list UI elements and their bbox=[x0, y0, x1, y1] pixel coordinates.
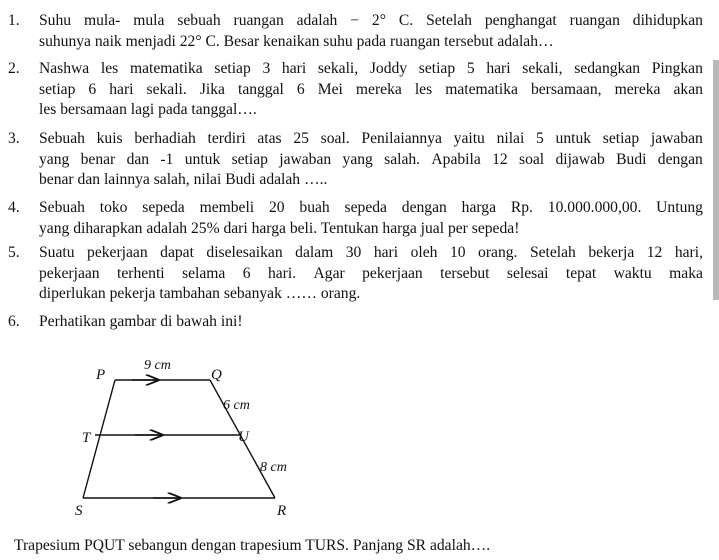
question-line: Perhatikan gambar di bawah ini! bbox=[39, 313, 243, 330]
page-edge-shadow bbox=[713, 60, 719, 300]
vertex-label-u: U bbox=[238, 429, 249, 445]
question-text bbox=[39, 59, 703, 121]
question-line: Nashwa les matematika setiap 3 hari sekali, Joddy setiap 5 hari sekali, sedangkan Pingkan bbox=[39, 60, 703, 77]
question-text bbox=[39, 243, 703, 305]
question-number: 1. bbox=[8, 12, 20, 29]
vertex-label-r: R bbox=[277, 503, 287, 519]
question-line: les bersamaan lagi pada tanggal…. bbox=[39, 101, 257, 118]
vertex-label-t: T bbox=[82, 430, 91, 446]
question-line: yang benar dan -1 untuk setiap jawaban yang salah. Apabila 12 soal dijawab Budi dengan bbox=[39, 150, 703, 168]
question-number: 2. bbox=[8, 60, 20, 77]
question-line: Sebuah toko sepeda membeli 20 buah sepeda dengan harga Rp. 10.000.000,00. Untung bbox=[39, 199, 703, 216]
question-line: benar dan lainnya salah, nilai Budi adalah ….. bbox=[39, 171, 328, 188]
question-line: yang diharapkan adalah 25% dari harga beli. Tentukan harga jual per sepeda! bbox=[39, 219, 520, 237]
question-text bbox=[39, 129, 703, 191]
vertex-label-q: Q bbox=[211, 367, 222, 383]
question-line: suhunya naik menjadi 22° C. Besar kenaikan suhu pada ruangan tersebut adalah… bbox=[39, 32, 554, 50]
length-label-qu: 6 cm bbox=[223, 398, 250, 413]
trapezoid-diagram bbox=[60, 345, 320, 525]
question-line: diperlukan pekerja tambahan sebanyak …… orang. bbox=[39, 285, 361, 302]
vertex-label-p: P bbox=[96, 367, 106, 383]
figure-caption: Trapesium PQUT sebangun dengan trapesium TURS. Panjang SR adalah…. bbox=[14, 537, 491, 554]
question-text bbox=[39, 312, 703, 333]
question-line: Suhu mula- mula sebuah ruangan adalah − 2° C. Setelah penghangat ruangan dihidupkan bbox=[39, 12, 703, 29]
question-line: Sebuah kuis berhadiah terdiri atas 25 soal. Penilaiannya yaitu nilai 5 untuk setiap jawaban bbox=[39, 130, 703, 147]
question-number: 4. bbox=[8, 199, 20, 216]
question-line: pekerjaan terhenti selama 6 hari. Agar pekerjaan tersebut selesai tepat waktu maka bbox=[39, 264, 703, 282]
trapezoid-figure bbox=[60, 345, 320, 532]
question-number: 6. bbox=[8, 313, 20, 330]
length-label-ur: 8 cm bbox=[260, 460, 287, 475]
question-line: setiap 6 hari sekali. Jika tanggal 6 Mei mereka les matematika bersamaan, mereka akan bbox=[39, 80, 703, 98]
question-text bbox=[39, 198, 703, 239]
question-text bbox=[39, 11, 703, 52]
question-number: 3. bbox=[8, 130, 20, 147]
vertex-label-s: S bbox=[75, 503, 83, 519]
question-line: Suatu pekerjaan dapat diselesaikan dalam 30 hari oleh 10 orang. Setelah bekerja 12 hari, bbox=[39, 244, 703, 261]
question-number: 5. bbox=[8, 244, 20, 261]
length-label-pq: 9 cm bbox=[144, 358, 171, 373]
